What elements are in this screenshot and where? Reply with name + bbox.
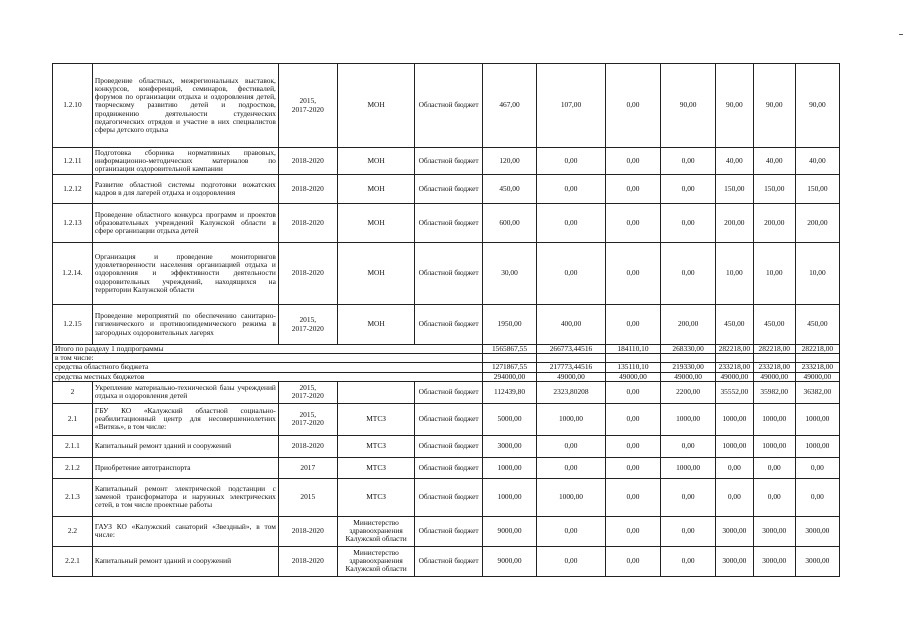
row-executor: МТСЗ bbox=[337, 403, 415, 435]
row-2015: 0,00 bbox=[537, 243, 605, 305]
row-2016: 0,00 bbox=[605, 546, 661, 576]
summary-total-value: 268330,00 bbox=[661, 345, 716, 354]
row-number: 1.2.12 bbox=[53, 175, 93, 204]
table-row bbox=[53, 175, 840, 204]
table-row bbox=[53, 457, 840, 478]
summary-local-label: средства местных бюджетов bbox=[53, 372, 483, 381]
row-number: 2 bbox=[53, 381, 93, 403]
table-row bbox=[53, 546, 840, 576]
row-executor: Министерство здравоохранения Калужской области bbox=[337, 516, 415, 546]
row-years: 2018-2020 bbox=[278, 546, 337, 576]
row-2015: 400,00 bbox=[537, 305, 605, 345]
summary-total-value: 282218,00 bbox=[795, 345, 839, 354]
summary-local-value: 49000,00 bbox=[537, 372, 605, 381]
row-description: ГБУ КО «Калужский областной социально-реабилитационный центр для несовершеннолетних «Витязь», в том числе: bbox=[92, 403, 278, 435]
row-years: 2015, 2017-2020 bbox=[278, 381, 337, 403]
row-2015: 107,00 bbox=[537, 64, 605, 148]
table-row bbox=[53, 204, 840, 243]
row-total: 3000,00 bbox=[482, 435, 537, 457]
table-row bbox=[53, 148, 840, 175]
summary-total-value: 266773,44516 bbox=[537, 345, 605, 354]
summary-total-value: 184110,10 bbox=[605, 345, 661, 354]
row-executor: МТСЗ bbox=[337, 435, 415, 457]
table-row bbox=[53, 403, 840, 435]
row-2018: 0,00 bbox=[715, 478, 753, 516]
summary-total-value: 282218,00 bbox=[715, 345, 753, 354]
scan-mark bbox=[899, 34, 903, 35]
row-2017: 1000,00 bbox=[661, 403, 716, 435]
row-2019: 10,00 bbox=[753, 243, 795, 305]
row-2016: 0,00 bbox=[605, 204, 661, 243]
summary-local-value: 49000,00 bbox=[715, 372, 753, 381]
row-2020: 1000,00 bbox=[795, 403, 839, 435]
table-row bbox=[53, 305, 840, 345]
row-total: 1000,00 bbox=[482, 457, 537, 478]
row-source: Областной бюджет bbox=[415, 546, 482, 576]
summary-incl-row bbox=[53, 354, 840, 363]
row-years: 2018-2020 bbox=[278, 175, 337, 204]
row-executor bbox=[337, 381, 415, 403]
row-2016: 0,00 bbox=[605, 305, 661, 345]
summary-regional-value: 135110,10 bbox=[605, 363, 661, 372]
row-executor: МОН bbox=[337, 305, 415, 345]
row-2015: 0,00 bbox=[537, 175, 605, 204]
row-total: 600,00 bbox=[482, 204, 537, 243]
summary-local-value: 294000,00 bbox=[482, 372, 537, 381]
row-2018: 200,00 bbox=[715, 204, 753, 243]
summary-incl-label: в том числе: bbox=[53, 354, 483, 363]
row-description: Организация и проведение мониторингов удовлетворенности населения организацией отдыха и оздоровления и эффективности деятельности оздоровительных учреждений, находящихся на территории Калужской области bbox=[92, 243, 278, 305]
row-2017: 200,00 bbox=[661, 305, 716, 345]
row-2019: 0,00 bbox=[753, 478, 795, 516]
row-2016: 0,00 bbox=[605, 403, 661, 435]
row-2015: 0,00 bbox=[537, 204, 605, 243]
row-2019: 3000,00 bbox=[753, 546, 795, 576]
row-description: Проведение областных, межрегиональных выставок, конкурсов, конференций, семинаров, фестивалей, форумов по организации отдыха и оздоровления детей, творческому развитию детей и подростков, продвижению деятельности студенческих педагогических отрядов и участие в них специалистов сферы детского отдыха bbox=[92, 64, 278, 148]
summary-regional-value: 219330,00 bbox=[661, 363, 716, 372]
row-description: Капитальный ремонт электрической подстанции с заменой трансформатора и наружных электрических сетей, в том числе проектные работы bbox=[92, 478, 278, 516]
row-2019: 450,00 bbox=[753, 305, 795, 345]
row-total: 30,00 bbox=[482, 243, 537, 305]
row-number: 1.2.15 bbox=[53, 305, 93, 345]
row-2016: 0,00 bbox=[605, 516, 661, 546]
row-2018: 150,00 bbox=[715, 175, 753, 204]
row-2018: 0,00 bbox=[715, 457, 753, 478]
row-2019: 90,00 bbox=[753, 64, 795, 148]
row-2017: 0,00 bbox=[661, 148, 716, 175]
row-description: ГАУЗ КО «Калужский санаторий «Звездный», в том числе: bbox=[92, 516, 278, 546]
table-row bbox=[53, 435, 840, 457]
row-2019: 3000,00 bbox=[753, 516, 795, 546]
row-2015: 0,00 bbox=[537, 435, 605, 457]
row-executor: МТСЗ bbox=[337, 478, 415, 516]
program-table bbox=[52, 63, 840, 577]
summary-total-row bbox=[53, 345, 840, 354]
row-2020: 3000,00 bbox=[795, 546, 839, 576]
row-2020: 0,00 bbox=[795, 478, 839, 516]
row-2019: 40,00 bbox=[753, 148, 795, 175]
row-years: 2015, 2017-2020 bbox=[278, 64, 337, 148]
row-executor: МОН bbox=[337, 204, 415, 243]
row-number: 1.2.13 bbox=[53, 204, 93, 243]
row-2016: 0,00 bbox=[605, 457, 661, 478]
row-number: 1.2.14. bbox=[53, 243, 93, 305]
summary-local-value: 49000,00 bbox=[661, 372, 716, 381]
row-total: 5000,00 bbox=[482, 403, 537, 435]
row-2020: 10,00 bbox=[795, 243, 839, 305]
row-source: Областной бюджет bbox=[415, 435, 482, 457]
summary-regional-value: 217773,44516 bbox=[537, 363, 605, 372]
row-description: Капитальный ремонт зданий и сооружений bbox=[92, 435, 278, 457]
row-2019: 0,00 bbox=[753, 457, 795, 478]
row-source: Областной бюджет bbox=[415, 243, 482, 305]
row-2018: 90,00 bbox=[715, 64, 753, 148]
row-years: 2018-2020 bbox=[278, 204, 337, 243]
summary-regional-row bbox=[53, 363, 840, 372]
summary-local-value: 49000,00 bbox=[605, 372, 661, 381]
row-years: 2018-2020 bbox=[278, 516, 337, 546]
row-2018: 3000,00 bbox=[715, 516, 753, 546]
row-2018: 10,00 bbox=[715, 243, 753, 305]
row-number: 2.1 bbox=[53, 403, 93, 435]
row-source: Областной бюджет bbox=[415, 403, 482, 435]
row-number: 2.1.3 bbox=[53, 478, 93, 516]
row-description: Подготовка сборника нормативных правовых, информационно-методических материалов по организации оздоровительной кампании bbox=[92, 148, 278, 175]
summary-regional-label: средства областного бюджета bbox=[53, 363, 483, 372]
row-2017: 0,00 bbox=[661, 478, 716, 516]
row-executor: МОН bbox=[337, 175, 415, 204]
row-2016: 0,00 bbox=[605, 381, 661, 403]
row-2015: 0,00 bbox=[537, 546, 605, 576]
row-years: 2015, 2017-2020 bbox=[278, 403, 337, 435]
row-number: 2.1.2 bbox=[53, 457, 93, 478]
row-2015: 0,00 bbox=[537, 516, 605, 546]
row-description: Приобретение автотранспорта bbox=[92, 457, 278, 478]
table-row bbox=[53, 243, 840, 305]
row-2020: 200,00 bbox=[795, 204, 839, 243]
row-2016: 0,00 bbox=[605, 64, 661, 148]
row-2020: 1000,00 bbox=[795, 435, 839, 457]
summary-total-value: 282218,00 bbox=[753, 345, 795, 354]
row-2015: 2323,80208 bbox=[537, 381, 605, 403]
row-2020: 0,00 bbox=[795, 457, 839, 478]
row-2020: 36382,00 bbox=[795, 381, 839, 403]
row-total: 450,00 bbox=[482, 175, 537, 204]
row-total: 9000,00 bbox=[482, 516, 537, 546]
row-total: 1000,00 bbox=[482, 478, 537, 516]
summary-total-label: Итого по разделу 1 подпрограммы bbox=[53, 345, 483, 354]
row-total: 467,00 bbox=[482, 64, 537, 148]
row-years: 2018-2020 bbox=[278, 435, 337, 457]
row-2015: 0,00 bbox=[537, 457, 605, 478]
row-executor: Министерство здравоохранения Калужской области bbox=[337, 546, 415, 576]
summary-regional-value: 233218,00 bbox=[715, 363, 753, 372]
row-2016: 0,00 bbox=[605, 148, 661, 175]
summary-total-value: 1565867,55 bbox=[482, 345, 537, 354]
row-source: Областной бюджет bbox=[415, 175, 482, 204]
summary-local-value: 49000,00 bbox=[795, 372, 839, 381]
row-2017: 2200,00 bbox=[661, 381, 716, 403]
table-row bbox=[53, 478, 840, 516]
row-executor: МОН bbox=[337, 64, 415, 148]
row-source: Областной бюджет bbox=[415, 478, 482, 516]
row-2016: 0,00 bbox=[605, 175, 661, 204]
table-row bbox=[53, 381, 840, 403]
row-2017: 0,00 bbox=[661, 435, 716, 457]
row-description: Развитие областной системы подготовки вожатских кадров в для лагерей отдыха и оздоровления bbox=[92, 175, 278, 204]
row-2019: 35982,00 bbox=[753, 381, 795, 403]
row-executor: МОН bbox=[337, 148, 415, 175]
row-description: Проведение мероприятий по обеспечению санитарно-гигиенического и противоэпидемического режима в загородных оздоровительных лагерях bbox=[92, 305, 278, 345]
row-2016: 0,00 bbox=[605, 435, 661, 457]
row-source: Областной бюджет bbox=[415, 305, 482, 345]
row-2020: 450,00 bbox=[795, 305, 839, 345]
row-source: Областной бюджет bbox=[415, 64, 482, 148]
row-2019: 1000,00 bbox=[753, 435, 795, 457]
row-2017: 0,00 bbox=[661, 516, 716, 546]
row-description: Укрепление материально-технической базы учреждений отдыха и оздоровления детей bbox=[92, 381, 278, 403]
row-number: 1.2.10 bbox=[53, 64, 93, 148]
row-2019: 1000,00 bbox=[753, 403, 795, 435]
row-2017: 90,00 bbox=[661, 64, 716, 148]
row-2018: 35552,00 bbox=[715, 381, 753, 403]
row-2018: 450,00 bbox=[715, 305, 753, 345]
row-source: Областной бюджет bbox=[415, 457, 482, 478]
row-source: Областной бюджет bbox=[415, 381, 482, 403]
row-total: 1950,00 bbox=[482, 305, 537, 345]
row-executor: МТСЗ bbox=[337, 457, 415, 478]
row-number: 1.2.11 bbox=[53, 148, 93, 175]
row-total: 120,00 bbox=[482, 148, 537, 175]
summary-local-value: 49000,00 bbox=[753, 372, 795, 381]
row-total: 112439,80 bbox=[482, 381, 537, 403]
row-2020: 150,00 bbox=[795, 175, 839, 204]
row-2015: 0,00 bbox=[537, 148, 605, 175]
row-2016: 0,00 bbox=[605, 478, 661, 516]
row-2017: 0,00 bbox=[661, 175, 716, 204]
row-2019: 150,00 bbox=[753, 175, 795, 204]
row-2017: 0,00 bbox=[661, 204, 716, 243]
row-years: 2018-2020 bbox=[278, 243, 337, 305]
row-number: 2.1.1 bbox=[53, 435, 93, 457]
row-2020: 40,00 bbox=[795, 148, 839, 175]
row-source: Областной бюджет bbox=[415, 148, 482, 175]
row-executor: МОН bbox=[337, 243, 415, 305]
table-row bbox=[53, 516, 840, 546]
summary-regional-value: 233218,00 bbox=[753, 363, 795, 372]
row-2019: 200,00 bbox=[753, 204, 795, 243]
row-years: 2015, 2017-2020 bbox=[278, 305, 337, 345]
row-2017: 0,00 bbox=[661, 243, 716, 305]
row-description: Капитальный ремонт зданий и сооружений bbox=[92, 546, 278, 576]
row-2017: 0,00 bbox=[661, 546, 716, 576]
row-2018: 1000,00 bbox=[715, 435, 753, 457]
table-row bbox=[53, 64, 840, 148]
row-years: 2015 bbox=[278, 478, 337, 516]
row-total: 9000,00 bbox=[482, 546, 537, 576]
summary-regional-value: 233218,00 bbox=[795, 363, 839, 372]
row-number: 2.2.1 bbox=[53, 546, 93, 576]
row-number: 2.2 bbox=[53, 516, 93, 546]
summary-local-row bbox=[53, 372, 840, 381]
row-2018: 40,00 bbox=[715, 148, 753, 175]
row-2015: 1000,00 bbox=[537, 478, 605, 516]
row-source: Областной бюджет bbox=[415, 204, 482, 243]
row-2018: 1000,00 bbox=[715, 403, 753, 435]
row-2020: 90,00 bbox=[795, 64, 839, 148]
row-2016: 0,00 bbox=[605, 243, 661, 305]
row-2018: 3000,00 bbox=[715, 546, 753, 576]
summary-regional-value: 1271867,55 bbox=[482, 363, 537, 372]
row-years: 2018-2020 bbox=[278, 148, 337, 175]
row-source: Областной бюджет bbox=[415, 516, 482, 546]
row-2020: 3000,00 bbox=[795, 516, 839, 546]
row-description: Проведение областного конкурса программ и проектов образовательных учреждений Калужской области в сфере организации отдыха детей bbox=[92, 204, 278, 243]
row-2015: 1000,00 bbox=[537, 403, 605, 435]
row-years: 2017 bbox=[278, 457, 337, 478]
row-2017: 1000,00 bbox=[661, 457, 716, 478]
